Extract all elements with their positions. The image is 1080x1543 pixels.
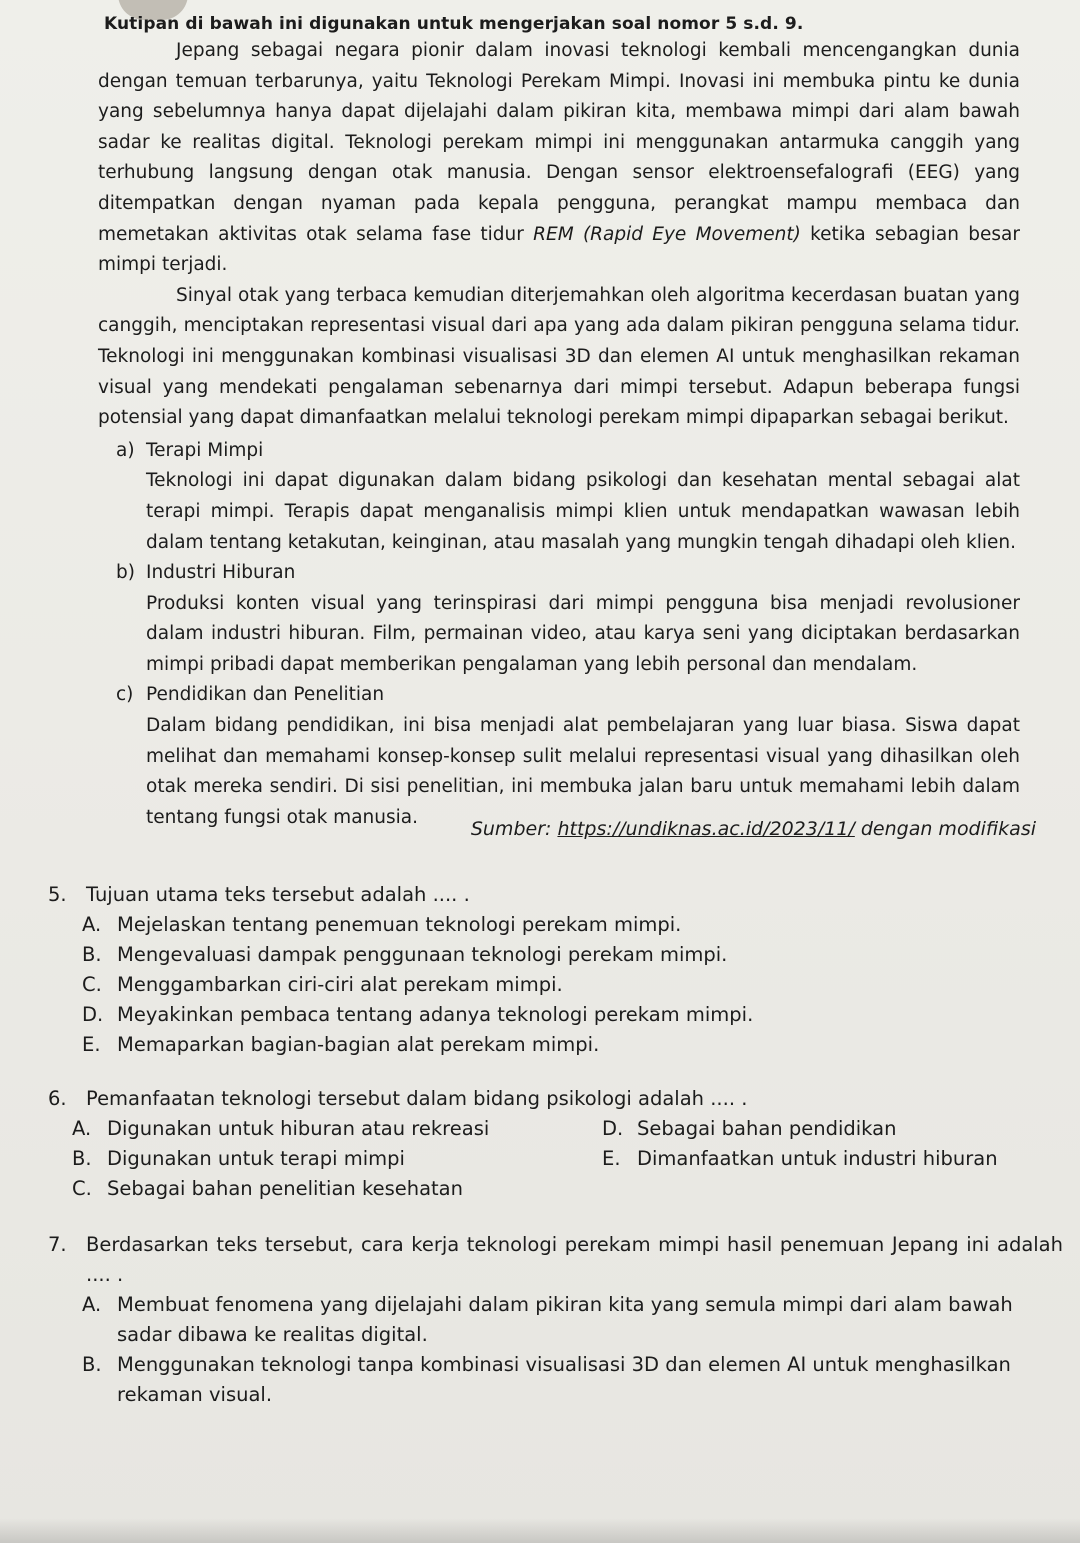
function-item-b <box>98 558 1020 680</box>
paragraph-1-end: ketika sebagian besar mimpi terjadi. <box>98 223 1020 276</box>
passage-paragraph-2: Sinyal otak yang terbaca kemudian diterjemahkan oleh algoritma kecerdasan buatan yang canggih, menciptakan representasi visual dari apa yang ada dalam pikiran pengguna selama tidur. Teknologi ini menggunakan kombinasi visualisasi 3D dan elemen AI untuk menghasilkan rekaman visual yang mendekati pengalaman sebenarnya dari mimpi tersebut. Adapun beberapa fungsi potensial yang dapat dimanfaatkan melalui teknologi perekam mimpi dipaparkan sebagai berikut. <box>98 284 1020 429</box>
option-text: Mejelaskan tentang penemuan teknologi perekam mimpi. <box>117 913 682 936</box>
question-stem <box>48 880 1063 910</box>
option-text: Membuat fenomena yang dijelajahi dalam pikiran kita yang semula mimpi dari alam bawah sadar dibawa ke realitas digital. <box>117 1293 1013 1346</box>
option-text: Digunakan untuk terapi mimpi <box>107 1147 405 1170</box>
source-citation <box>0 818 1036 840</box>
answer-option-b[interactable] <box>82 940 1063 970</box>
answer-option-a[interactable] <box>82 1290 1063 1350</box>
option-letter: C. <box>72 1177 92 1200</box>
function-body: Produksi konten visual yang terinspirasi dari mimpi pengguna bisa menjadi revolusioner dalam industri hiburan. Film, permainan video, atau karya seni yang diciptakan berdasarkan mimpi pribadi dapat memberikan pengalaman yang lebih personal dan mendalam. <box>146 592 1020 675</box>
paragraph-1-text: Jepang sebagai negara pionir dalam inovasi teknologi kembali mencengangkan dunia dengan temuan terbarunya, yaitu Teknologi Perekam Mimpi. Inovasi ini membuka pintu ke dunia yang sebelumnya hanya dapat dijelajahi dalam pikiran kita, membawa mimpi dari alam bawah sadar ke realitas digital. Teknologi perekam mimpi ini menggunakan antarmuka canggih yang terhubung langsung dengan otak manusia. Dengan sensor elektroensefalografi (EEG) yang ditempatkan dengan nyaman pada kepala pengguna, perangkat mampu membaca dan memetakan aktivitas otak selama fase tidur <box>98 40 1020 245</box>
passage-intro: Kutipan di bawah ini digunakan untuk mengerjakan soal nomor 5 s.d. 9. <box>104 14 804 34</box>
question-number: 6. <box>48 1087 67 1110</box>
answer-options <box>48 1114 1063 1204</box>
function-body: Dalam bidang pendidikan, ini bisa menjadi alat pembelajaran yang luar biasa. Siswa dapat melihat dan memahami konsep-konsep sulit melalui representasi visual yang dihasilkan oleh otak mereka sendiri. Di sisi penelitian, ini membuka jalan baru untuk memahami lebih dalam tentang fungsi otak manusia. <box>146 715 1020 828</box>
source-prefix: Sumber: <box>470 818 558 840</box>
option-letter: A. <box>82 1293 102 1316</box>
answer-option-e[interactable] <box>82 1030 1063 1060</box>
question-text: Berdasarkan teks tersebut, cara kerja teknologi perekam mimpi hasil penemuan Jepang ini adalah .... . <box>86 1233 1063 1286</box>
answer-option-c[interactable] <box>82 970 1063 1000</box>
question-text: Pemanfaatan teknologi tersebut dalam bidang psikologi adalah .... . <box>86 1087 748 1110</box>
answer-option-a[interactable] <box>72 1114 602 1144</box>
answer-option-d[interactable] <box>602 1114 1063 1144</box>
page-bottom-edge <box>0 1518 1080 1543</box>
option-letter: D. <box>602 1117 624 1140</box>
function-title: Industri Hiburan <box>146 562 296 584</box>
option-letter: C. <box>82 973 102 996</box>
option-letter: E. <box>82 1033 101 1056</box>
option-text: Memaparkan bagian-bagian alat perekam mimpi. <box>117 1033 600 1056</box>
option-text: Dimanfaatkan untuk industri hiburan <box>637 1147 998 1170</box>
option-letter: B. <box>82 943 102 966</box>
function-label: c) <box>116 684 134 706</box>
passage-paragraph-1 <box>98 36 1020 281</box>
spacer <box>48 1060 1063 1084</box>
function-item-c <box>98 680 1020 833</box>
option-text: Menggambarkan ciri-ciri alat perekam mimpi. <box>117 973 563 996</box>
question-stem <box>48 1230 1063 1290</box>
rem-term: REM (Rapid Eye Movement) <box>533 223 801 245</box>
answer-option-c[interactable] <box>72 1174 602 1204</box>
option-text: Sebagai bahan penelitian kesehatan <box>107 1177 463 1200</box>
function-title: Terapi Mimpi <box>146 439 264 461</box>
answer-option-b[interactable] <box>82 1350 1063 1410</box>
reading-passage <box>98 36 1020 833</box>
answer-options <box>48 1290 1063 1410</box>
function-list <box>98 436 1020 834</box>
answer-option-b[interactable] <box>72 1144 602 1174</box>
spacer <box>48 1204 1063 1230</box>
option-text: Digunakan untuk hiburan atau rekreasi <box>107 1117 490 1140</box>
answer-options <box>48 910 1063 1060</box>
option-letter: B. <box>72 1147 92 1170</box>
option-letter: A. <box>72 1117 92 1140</box>
function-title: Pendidikan dan Penelitian <box>146 684 385 706</box>
option-letter: D. <box>82 1003 104 1026</box>
option-letter: A. <box>82 913 102 936</box>
answer-option-e[interactable] <box>602 1144 1063 1174</box>
question-5 <box>48 880 1063 1060</box>
question-text: Tujuan utama teks tersebut adalah .... . <box>86 883 470 906</box>
question-number: 5. <box>48 883 67 906</box>
source-link[interactable]: https://undiknas.ac.id/2023/11/ <box>557 818 855 840</box>
option-text: Mengevaluasi dampak penggunaan teknologi perekam mimpi. <box>117 943 728 966</box>
answer-option-d[interactable] <box>82 1000 1063 1030</box>
option-letter: E. <box>602 1147 621 1170</box>
question-section <box>48 880 1063 1410</box>
source-suffix: dengan modifikasi <box>854 818 1036 840</box>
function-label: b) <box>116 562 135 584</box>
option-text: Sebagai bahan pendidikan <box>637 1117 897 1140</box>
option-text: Meyakinkan pembaca tentang adanya teknologi perekam mimpi. <box>117 1003 754 1026</box>
function-label: a) <box>116 439 135 461</box>
question-7 <box>48 1230 1063 1410</box>
function-item-a <box>98 436 1020 558</box>
question-number: 7. <box>48 1233 67 1256</box>
option-letter: B. <box>82 1353 102 1376</box>
answer-option-a[interactable] <box>82 910 1063 940</box>
function-body: Teknologi ini dapat digunakan dalam bidang psikologi dan kesehatan mental sebagai alat terapi mimpi. Terapis dapat menganalisis mimpi klien untuk mendapatkan wawasan lebih dalam tentang ketakutan, keinginan, atau masalah yang mungkin tengah dihadapi oleh klien. <box>146 470 1020 553</box>
question-stem <box>48 1084 1063 1114</box>
question-6 <box>48 1084 1063 1204</box>
option-text: Menggunakan teknologi tanpa kombinasi visualisasi 3D dan elemen AI untuk menghasilkan rekaman visual. <box>117 1353 1011 1406</box>
